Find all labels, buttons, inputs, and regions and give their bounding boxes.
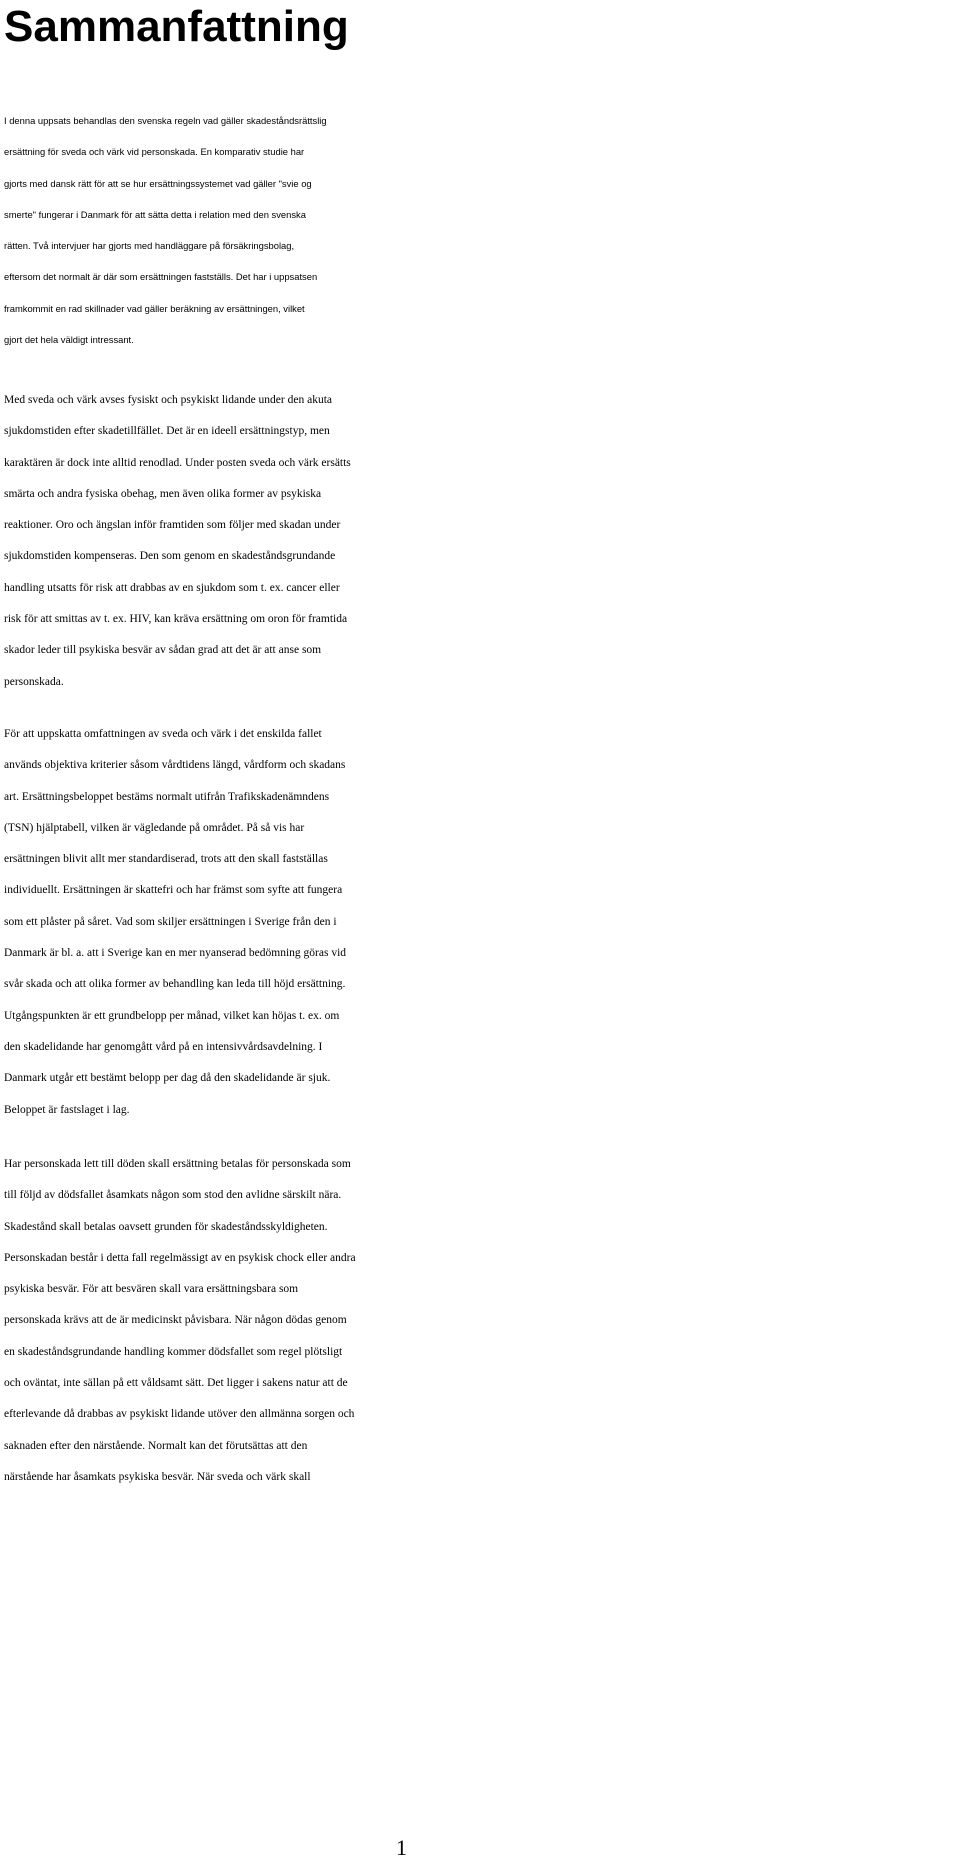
text-line: Har personskada lett till döden skall ersättning betalas för personskada som	[4, 1158, 351, 1170]
text-line: karaktären är dock inte alltid renodlad. Under posten sveda och värk ersätts	[4, 456, 351, 469]
text-line: För att uppskatta omfattningen av sveda och värk i det enskilda fallet	[4, 728, 322, 740]
text-line: personskada krävs att de är medicinskt påvisbara. När någon dödas genom	[4, 1314, 347, 1327]
page-number: 1	[396, 1835, 407, 1860]
text-line: Beloppet är fastslaget i lag.	[4, 1103, 130, 1116]
text-line: som ett plåster på såret. Vad som skiljer ersättningen i Sverige från den i	[4, 915, 337, 928]
text-line: Utgångspunkten är ett grundbelopp per månad, vilket kan höjas t. ex. om	[4, 1009, 340, 1022]
text-line: risk för att smittas av t. ex. HIV, kan kräva ersättning om oron för framtida	[4, 613, 348, 626]
text-line: svår skada och att olika former av behandling kan leda till höjd ersättning.	[4, 978, 346, 991]
text-line: skador leder till psykiska besvär av sådan grad att det är att anse som	[4, 644, 322, 657]
text-line: Skadestånd skall betalas oavsett grunden för skadeståndsskyldigheten.	[4, 1220, 328, 1233]
text-line: och oväntat, inte sällan på ett våldsamt sätt. Det ligger i sakens natur att de	[4, 1377, 348, 1390]
text-line: Danmark utgår ett bestämt belopp per dag då den skadelidande är sjuk.	[4, 1072, 331, 1085]
text-line: den skadelidande har genomgått vård på en intensivvårdsavdelning. I	[4, 1040, 323, 1053]
text-line: en skadeståndsgrundande handling kommer dödsfallet som regel plötsligt	[4, 1345, 343, 1358]
text-line: smerte" fungerar i Danmark för att sätta detta i relation med den svenska	[4, 208, 306, 220]
text-line: reaktioner. Oro och ängslan inför framtiden som följer med skadan under	[4, 519, 341, 532]
text-line: personskada.	[4, 675, 64, 688]
text-line: efterlevande då drabbas av psykiskt lidande utöver den allmänna sorgen och	[4, 1408, 355, 1421]
paragraph-definition	[4, 385, 956, 698]
text-line: individuellt. Ersättningen är skattefri och har främst som syfte att fungera	[4, 884, 343, 897]
text-line: smärta och andra fysiska obehag, men även olika former av psykiska	[4, 487, 322, 500]
paragraph-intro	[4, 105, 956, 355]
text-line: rätten. Två intervjuer har gjorts med handläggare på försäkringsbolag,	[4, 240, 295, 252]
text-line: Med sveda och värk avses fysiskt och psykiskt lidande under den akuta	[4, 394, 332, 406]
text-line: psykiska besvär. För att besvären skall vara ersättningsbara som	[4, 1283, 299, 1296]
text-line: eftersom det normalt är där som ersättningen fastställs. Det har i uppsatsen	[4, 271, 318, 283]
text-line: till följd av dödsfallet åsamkats någon som stod den avlidne särskilt nära.	[4, 1189, 342, 1202]
paragraph-assessment	[4, 719, 956, 1126]
text-line: Personskadan består i detta fall regelmässigt av en psykisk chock eller andra	[4, 1251, 356, 1264]
text-line: sjukdomstiden efter skadetillfället. Det är en ideell ersättningstyp, men	[4, 425, 330, 438]
text-line: sjukdomstiden kompenseras. Den som genom en skadeståndsgrundande	[4, 550, 336, 563]
text-line: Danmark är bl. a. att i Sverige kan en mer nyanserad bedömning göras vid	[4, 947, 347, 960]
text-line: ersättning för sveda och värk vid personskada. En komparativ studie har	[4, 146, 305, 158]
text-line: (TSN) hjälptabell, vilken är vägledande på området. På så vis har	[4, 821, 305, 834]
text-line: saknaden efter den närstående. Normalt kan det förutsättas att den	[4, 1439, 308, 1452]
text-line: ersättningen blivit allt mer standardiserad, trots att den skall fastställas	[4, 853, 328, 866]
text-line: I denna uppsats behandlas den svenska regeln vad gäller skadeståndsrättslig	[4, 115, 327, 126]
text-line: handling utsatts för risk att drabbas av en sjukdom som t. ex. cancer eller	[4, 581, 340, 594]
text-line: gjorts med dansk rätt för att se hur ersättningssystemet vad gäller "svie og	[4, 177, 312, 189]
page-title: Sammanfattning	[4, 2, 349, 51]
text-line: gjort det hela väldigt intressant.	[4, 334, 134, 346]
text-line: närstående har åsamkats psykiska besvär. När sveda och värk skall	[4, 1470, 311, 1483]
paragraph-fatal-injury	[4, 1149, 956, 1493]
text-line: art. Ersättningsbeloppet bestäms normalt utifrån Trafikskadenämndens	[4, 790, 330, 803]
text-line: framkommit en rad skillnader vad gäller beräkning av ersättningen, vilket	[4, 302, 305, 314]
text-line: används objektiva kriterier såsom vårdtidens längd, vårdform och skadans	[4, 759, 346, 772]
